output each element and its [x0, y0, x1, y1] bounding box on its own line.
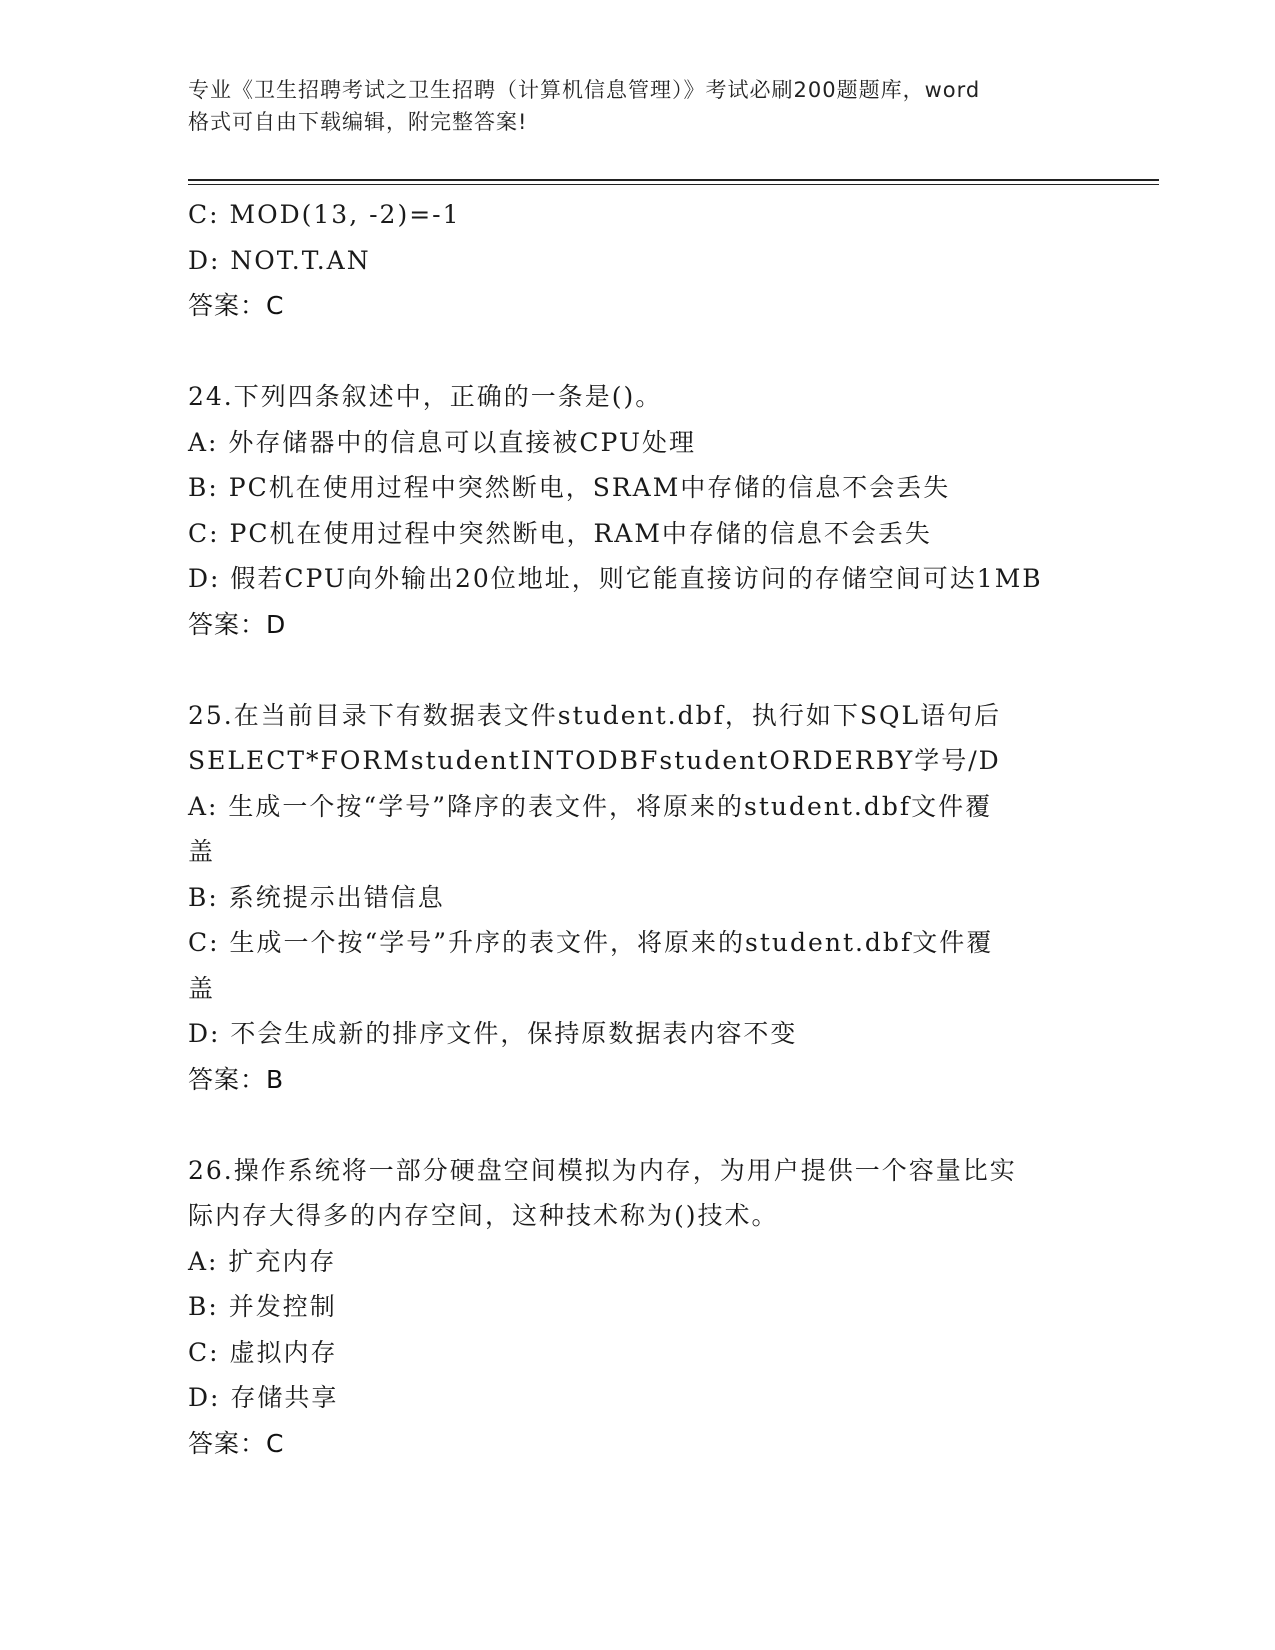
option-a: A: 扩充内存 — [188, 1246, 337, 1276]
option-b: B: 并发控制 — [188, 1292, 337, 1321]
option-a-line-1: A: 生成一个按“学号”降序的表文件，将原来的student.dbf文件覆 — [188, 791, 993, 821]
option-c-line-2: 盖 — [188, 973, 216, 1003]
option-a: A: 外存储器中的信息可以直接被CPU处理 — [188, 427, 697, 457]
option-b: B: 系统提示出错信息 — [188, 882, 445, 912]
document-header — [188, 74, 1088, 138]
option-d: D: 不会生成新的排序文件，保持原数据表内容不变 — [188, 1019, 798, 1048]
option-d: D: 存储共享 — [188, 1383, 339, 1412]
answer-label: 答案：B — [188, 1064, 285, 1094]
answer-label: 答案：C — [188, 291, 285, 320]
header-divider-thick — [188, 179, 1159, 181]
spacer — [188, 647, 1088, 693]
header-divider-thin — [188, 184, 1159, 185]
option-c: C: PC机在使用过程中突然断电，RAM中存储的信息不会丢失 — [188, 518, 932, 548]
question-26 — [188, 1148, 1088, 1467]
option-c-line-1: C: 生成一个按“学号”升序的表文件，将原来的student.dbf文件覆 — [188, 928, 994, 957]
option-d: D: NOT.T.AN — [188, 245, 371, 275]
question-stem-line-2: 际内存大得多的内存空间，这种技术称为()技术。 — [188, 1201, 779, 1230]
question-25 — [188, 693, 1088, 1103]
question-list — [188, 192, 1088, 1466]
option-d: D: 假若CPU向外输出20位地址，则它能直接访问的存储空间可达1MB — [188, 564, 1043, 593]
header-title-line-1: 专业《卫生招聘考试之卫生招聘（计算机信息管理）》考试必刷200题题库，word — [188, 78, 981, 102]
option-b: B: PC机在使用过程中突然断电，SRAM中存储的信息不会丢失 — [188, 473, 951, 502]
question-stem-line-1: 25.在当前目录下有数据表文件student.dbf，执行如下SQL语句后 — [188, 700, 1002, 730]
answer-label: 答案：D — [188, 609, 287, 639]
question-stem-line-1: 26.操作系统将一部分硬盘空间模拟为内存，为用户提供一个容量比实 — [188, 1155, 1017, 1185]
question-23 — [188, 192, 1088, 329]
question-24 — [188, 374, 1088, 647]
question-stem-line-2: SELECT*FORMstudentINTODBFstudentORDERBY学号/D — [188, 746, 1001, 775]
option-a-line-2: 盖 — [188, 837, 216, 866]
header-title-line-2: 格式可自由下载编辑，附完整答案! — [188, 110, 528, 134]
option-c: C: 虚拟内存 — [188, 1337, 338, 1367]
question-stem: 24.下列四条叙述中，正确的一条是()。 — [188, 382, 663, 411]
answer-label: 答案：C — [188, 1428, 285, 1458]
spacer — [188, 329, 1088, 375]
spacer — [188, 1102, 1088, 1148]
option-c: C: MOD(13, -2)=-1 — [188, 200, 461, 229]
